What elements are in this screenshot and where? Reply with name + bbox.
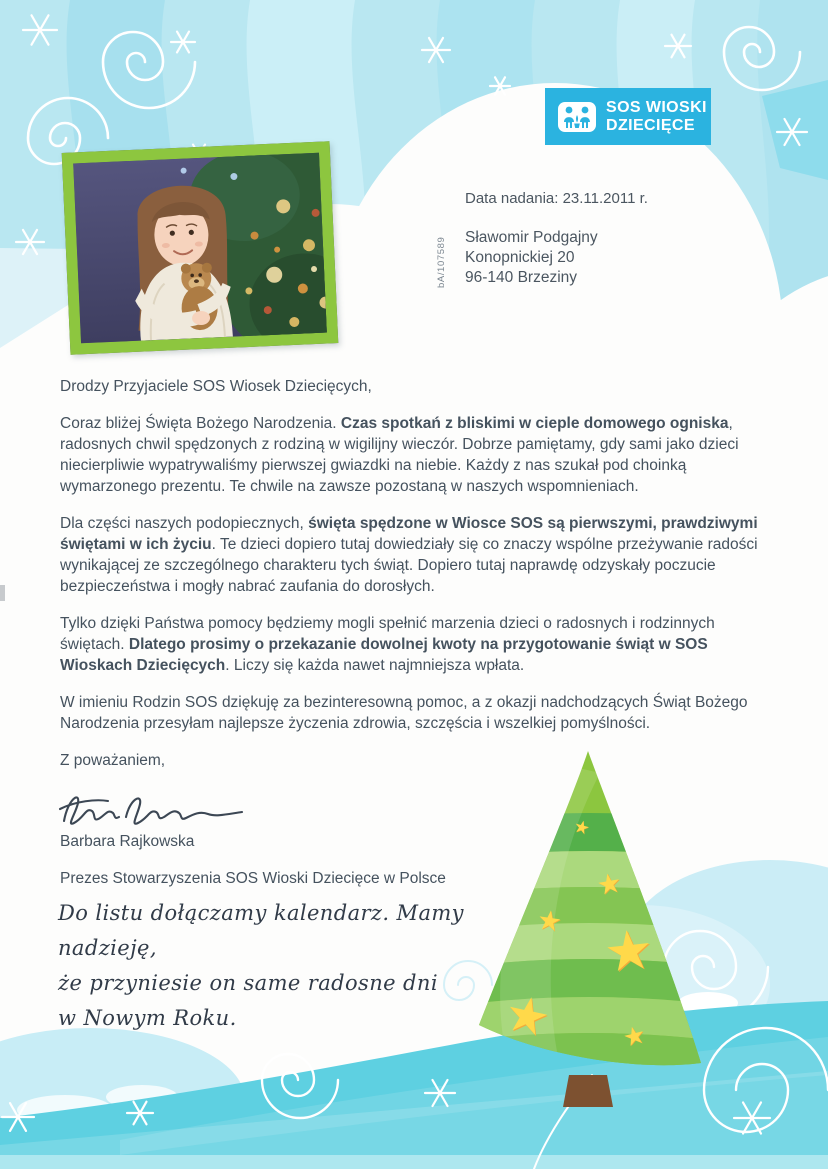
recipient-street: Konopnickiej 20 bbox=[465, 249, 575, 266]
paragraph-3: Tylko dzięki Państwa pomocy będziemy mogli spełnić marzenia dzieci o radosnych i rodzinnych świętach. Dlatego prosimy o przekazanie dowolnej kwoty na przygotowanie świąt w SOS Wioskach Dziecięcych. Liczy się każda nawet najmniejsza wpłata. bbox=[60, 615, 715, 674]
logo-badge bbox=[545, 88, 711, 145]
recipient-city: 96-140 Brzeziny bbox=[465, 269, 578, 286]
scan-artifact bbox=[0, 585, 5, 601]
postscript-line-1: Do listu dołączamy kalendarz. Mamy nadzieję, bbox=[58, 901, 464, 960]
handwritten-signature bbox=[56, 787, 266, 829]
recipient-block bbox=[465, 228, 598, 288]
paragraph-1: Coraz bliżej Święta Bożego Narodzenia. Czas spotkań z bliskimi w cieple domowego ogniska, radosnych chwil spędzonych z rodziną w wigilijny wieczór. Dobrze pamiętamy, gdy sami jako dzieci niecierpliwie wypatrywaliśmy pierwszej gwiazdki na niebie. Każdy z nas szukał pod choinką wymarzonego prezentu. Te chwile na zawsze pozostaną w naszych wspomnieniach. bbox=[60, 415, 739, 495]
tree-trunk bbox=[563, 1075, 613, 1107]
closing: Z poważaniem, bbox=[60, 752, 166, 769]
postscript-note bbox=[58, 896, 528, 1036]
reference-number: bA/107589 bbox=[436, 236, 447, 288]
signature-name: Barbara Rajkowska bbox=[60, 833, 195, 850]
logo-line1: SOS WIOSKI bbox=[606, 98, 707, 116]
logo-line2: DZIECIĘCE bbox=[606, 116, 695, 134]
signature-title: Prezes Stowarzyszenia SOS Wioski Dziecięce w Polsce bbox=[60, 870, 446, 887]
postscript-line-3: w Nowym Roku. bbox=[58, 1006, 237, 1030]
photo-girl bbox=[130, 184, 233, 341]
paragraph-2: Dla części naszych podopiecznych, święta spędzone w Wiosce SOS są pierwszymi, prawdziwymi świętami w ich życiu. Te dzieci dopiero tutaj dowiedziały się co znaczy wspólne przeżywanie radości wynikającej ze szczególnego charakteru tych świąt. Dopiero tutaj naprawdę odzyskały poczucie bezpieczeństwa i mogły nabrać zaufania do dorosłych. bbox=[60, 515, 758, 595]
letter-body bbox=[60, 376, 772, 905]
recipient-name: Sławomir Podgajny bbox=[465, 229, 598, 246]
child-photo bbox=[73, 153, 327, 344]
photo-frame bbox=[62, 141, 339, 354]
salutation: Drodzy Przyjaciele SOS Wiosek Dziecięcych, bbox=[60, 378, 372, 395]
paragraph-4: W imieniu Rodzin SOS dziękuję za bezinteresowną pomoc, a z okazji nadchodzących Świąt Bożego Narodzenia przesyłam najlepsze życzenia zdrowia, szczęścia i wszelkiej pomyślności. bbox=[60, 694, 748, 732]
postscript-line-2: że przyniesie on same radosne dni bbox=[58, 971, 438, 995]
date-line: Data nadania: 23.11.2011 r. bbox=[465, 190, 648, 207]
sos-children-figures-icon bbox=[557, 101, 597, 133]
logo-text bbox=[606, 99, 707, 135]
